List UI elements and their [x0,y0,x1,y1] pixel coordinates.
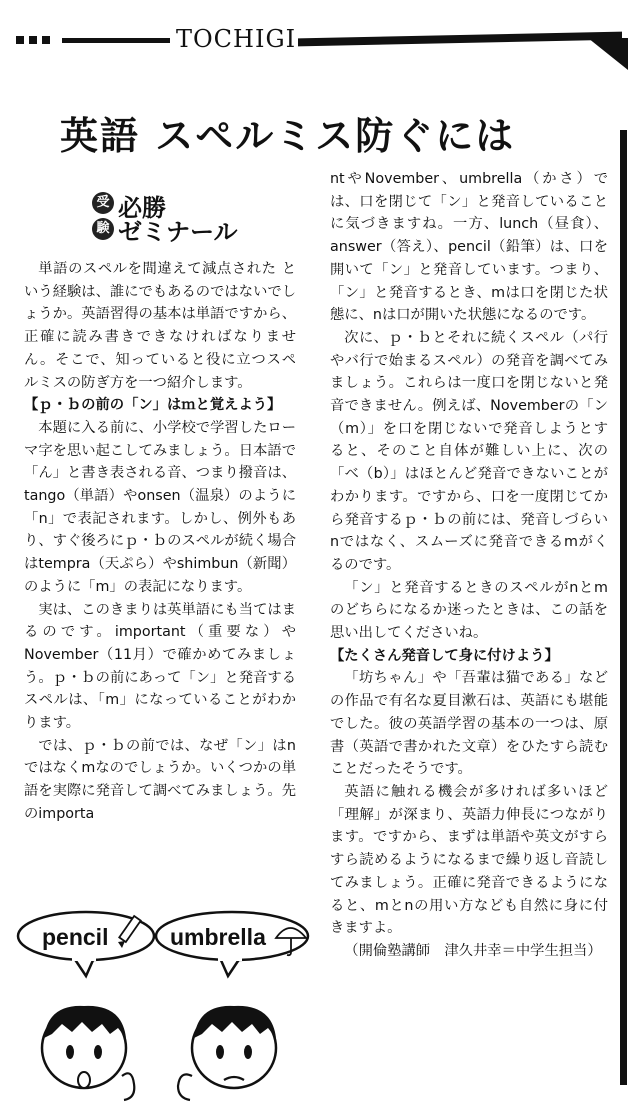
boy-left-face [42,1006,134,1100]
paragraph: 単語のスペルを間違えて減点された という経験は、誰にでもあるのではないでしょうか。英語習得の基本は単語ですから、正確に読み書きできなければなりません。そこで、知っていると役に立つスペルミスの防ぎ方を一つ紹介します。 [24,261,296,391]
boys-speaking-illustration [14,908,314,1103]
article-column-right [330,168,608,963]
paragraph: では、ｐ・ｂの前では、なぜ「ン」はnではなくmなのでしょうか。いくつかの単語を実際に発音して調べてみましょう。先のimporta [24,737,296,822]
illustration [14,908,314,1103]
paragraph-continued: ntやNovember、umbrella（かさ）では、口を閉じて「ン」と発音していることに気づきますね。一方、lunch（昼食）、answer（答え）、pencil（鉛筆）は、口を開いて「ン」と発音しています。つまり、「ン」と発音するとき、mは口を閉じた状態に、nは口が開いた状態になるのです。 [330,171,608,324]
paragraph: 次に、ｐ・ｂとそれに続くスペル（パ行やバ行で始まるスペル）の発音を調べてみましょう。これらは一度口を閉じないと発音できません。例えば、Novemberの「ン（m）」を口を閉じないで発音しようとすると、そのこと自体が難しい上に、次の「ベ（b）」はほとんど発音できないことがわかります。ですから、口を一度閉じてから発音するｐ・ｂの前には、発音しづらいnではなく、スムーズに発音できるmがくるのです。 [330,329,608,573]
boy-right-face [178,1006,276,1100]
badge-mark-top: 受 [92,192,114,214]
paragraph: 「坊ちゃん」や「吾輩は猫である」などの作品で有名な夏目漱石は、英語にも堪能でした。彼の英語学習の基本の一つは、原書（英語で書かれた文章）をひたすら読むことだったそうです。 [330,670,608,778]
author-byline: （開倫塾講師 津久井幸＝中学生担当） [344,942,602,959]
header-corner-triangle [588,38,628,70]
vertical-rule [620,130,627,1085]
badge-title-line1: 必勝 [118,194,166,222]
bubble-word-left: pencil [42,924,109,950]
subheading: 【たくさん発音して身に付けよう】 [330,647,559,664]
subheading: 【ｐ・ｂの前の「ン」はｍと覚えよう】 [24,397,282,414]
paragraph: 英語に触れる機会が多ければ多いほど「理解」が深まり、英語力伸長につながります。ですから、まずは単語や英文がすらすら読めるようになるまで繰り返し音読してみましょう。正確に発音できるようになると、mとnの用い方なども自然に身に付きますよ。 [330,783,608,937]
speech-bubble-pencil [18,912,154,976]
paragraph: 実は、このきまりは英単語にも当てはまるのです。important（重要な）やNovember（11月）で確かめてみましょう。ｐ・ｂの前にあって「ン」と発音するスペルは、「m」になっていることがわかります。 [24,601,296,732]
badge-mark-bottom: 験 [92,218,114,240]
paragraph: 「ン」と発音するときのスペルがnとmのどちらになるか迷ったときは、この話を思い出してくださいね。 [330,579,608,642]
bubble-word-right: umbrella [170,924,266,950]
header-rule-right [298,32,622,47]
series-badge [92,188,302,246]
badge-title-line2: ゼミナール [118,218,238,246]
speech-bubble-umbrella [156,912,308,976]
article-column-left [24,258,296,826]
section-name: TOCHIGI [176,25,297,53]
section-header [0,0,634,70]
header-rule-left [62,38,170,43]
article-headline: 英語 スペルミス防ぐには [60,113,516,158]
header-dots [16,36,50,44]
paragraph: 本題に入る前に、小学校で学習したローマ字を思い起こしてみましょう。日本語で「ん」と書き表される音、つまり撥音は、tango（単語）やonsen（温泉）のように「n」で表記されます。しかし、例外もあり、すぐ後ろにｐ・ｂのスペルが続く場合はtempra（天ぷら）やshimbun（新聞）のように「m」の表記になります。 [24,419,296,595]
